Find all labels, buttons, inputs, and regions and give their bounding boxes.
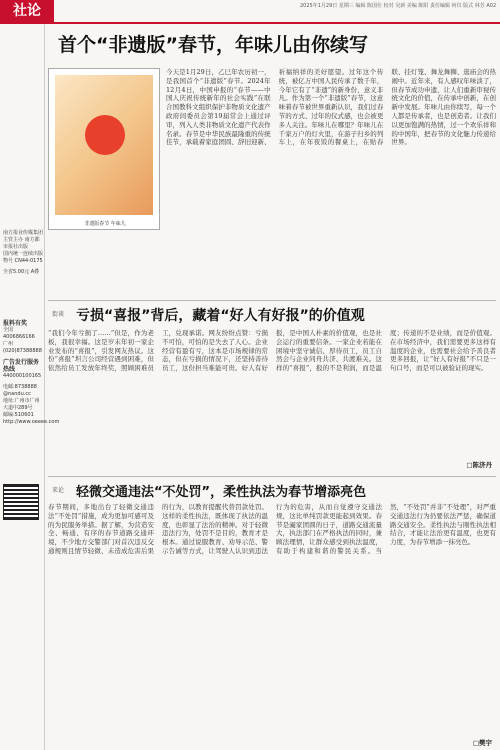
article1-body: 今天是1月29日，乙巳年农历初一，是我国首个“非遗版”春节。2024年12月4日，中国申报的“春节——中国人庆祝传统新年的社会实践”在联合国教科文组织保护非物质文化遗产政府间委员会第19届常会上通过评审，列入人类非物质文化遗产代表作名录。春节是中华民族最隆重的传统佳节，承载着家庭团圆、辞旧迎新、祈福纳祥的美好愿望。过年这个传统，被亿万中国人民传承了数千年，今年它有了“非遗”的新身份，意义非凡。作为第一个“非遗版”春节，这意味着春节被世界重新认识，我们过春节的方式、过年的仪式感，也会被更多人关注。年味儿在哪里？年味儿在千家万户的灯火里，在游子归乡的列车上，在年夜饭的餐桌上，在贴春联、挂灯笼、舞龙舞狮、逛庙会的热闹中。近年来，有人感叹年味淡了，但春节成功申遗，让人们重新审视传统文化的价值，在传承中创新，在创新中发展。年味儿由你续写，每一个人都是传承者，也是创造者。让我们以更加饱满的热情，过一个欢乐祥和的中国年，把春节的文化魅力传递给世界。 [166, 68, 496, 147]
article2-title: 亏损“喜报”背后，藏着“好人有好报”的价值观 [76, 308, 365, 324]
header-rule [0, 22, 500, 24]
website: http://www.oeeee.com [3, 419, 60, 425]
article2-body: “我们今年亏损了……”但是，作为老板，我很幸福。这是岁末年初一家企业发布的“喜报”，引发网友热议。这份“喜报”坦言公司经营遇到困难，但依然给员工发放年终奖，照顾困难员工，兑现承诺。网友纷纷点赞：亏损不可怕，可怕的是失去了人心。企业经营有盈有亏，这本是市场规律的常态，但在亏损的情况下，还坚持善待员工，这份担当难能可贵。好人有好报，是中国人朴素的价值观，也是社会运行的重要信条。一家企业若能在困境中坚守诚信、厚待员工，员工自然会与企业同舟共济、共渡难关。这样的“喜报”，报的不是利润，而是温度；传递的不是业绩，而是价值观。在市场经济中，我们需要更多这样有温度的企业，也需要社会给予善良者更多回报，让“好人有好报”不只是一句口号，而是可以被验证的现实。 [48, 329, 496, 373]
publisher-block [3, 230, 43, 276]
zip: 邮编:510601 [3, 412, 34, 418]
address: 地址:广州市广州大道中289号 [3, 398, 40, 411]
section-tab: 社论 [0, 0, 54, 22]
article1-image [48, 68, 160, 230]
article3-title: 轻微交通违法“不处罚”，柔性执法为春节增添亮色 [76, 485, 367, 500]
article2-section [48, 300, 496, 473]
qr-code [3, 484, 39, 520]
hotline: 全国4006866166 [3, 327, 35, 340]
article3-kicker: 来论 [52, 487, 65, 494]
qr-block [3, 484, 43, 520]
sun-shape [85, 115, 125, 155]
illustration [55, 75, 153, 215]
article3-body: 春节期间，多地出台了轻微交通违法“不处罚”措施，成为更加可感可及的为民服务举措。据了解，为营造安全、畅通、有序的春节道路交通环境，不少地方交警部门对首次违反交通规则且情节轻微、未造成危害后果的行为，以教育提醒代替罚款处罚。这样的柔性执法，既体现了执法的温度，也彰显了法治的精神。对于轻微违法行为，处罚不是目的，教育才是根本。通过说服教育、劝导示范、警示告诫等方式，让驾驶人认识到违法行为的危害，从而自觉遵守交通法规，这比单纯罚款更能起到效果。春节是阖家团圆的日子，道路交通流量大，执法部门在严格执法的同时，兼顾法理情，让群众感受到执法温度，有助于构建和谐的警民关系。当然，“不处罚”并非“不处理”，对严重交通违法行为仍要依法严惩，确保道路交通安全。柔性执法与刚性执法相结合，才能让法治更有温度，也更有力度，为春节增添一抹亮色。 [48, 503, 496, 555]
contact-block [3, 320, 60, 426]
publisher-org: 南方报业传媒集团主管主办 南方都市报社出版 [3, 230, 44, 250]
image-caption: 非遗版春节 年味儿 [84, 221, 126, 227]
email: @nandu.cc [3, 391, 31, 397]
article3-section [48, 476, 496, 749]
ad-label: 广告发行服务热线 [3, 359, 40, 373]
article3-author: □樊宇 [472, 739, 492, 747]
email-label: 电邮:8738888 [3, 384, 37, 390]
article2-kicker: 街谈 [52, 311, 65, 318]
header-info: 2025年1月29日 星期三 编辑 陈国仕 校对 吴新 美编 陈阳 责任编辑 何仪 版式 林芳 A02 [300, 3, 497, 9]
hotline-label: 报料有奖 [3, 320, 28, 327]
publication-number: 国内统一连续出版物号 CN44-0175 [3, 251, 44, 264]
gz-phone: 广州(020)87388888 [3, 341, 42, 354]
price: 全省5.00元 A叠 [3, 269, 40, 275]
article2-author: □陈济丹 [466, 461, 492, 469]
ad-number: 440000100165 [3, 373, 42, 379]
article1-title: 首个“非遗版”春节，年味儿由你续写 [58, 34, 368, 56]
page-header [0, 0, 500, 22]
